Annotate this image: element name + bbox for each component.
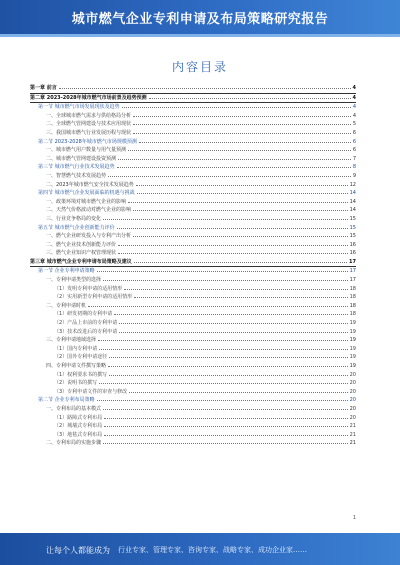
toc-entry-page: 14: [349, 207, 356, 214]
toc-dot-leader: [104, 418, 347, 419]
toc-entry-page: 14: [349, 198, 356, 205]
toc-entry-page: 16: [349, 250, 356, 257]
report-header: [0, 0, 400, 34]
toc-entry-page: 15: [349, 224, 356, 231]
toc-dot-leader: [108, 366, 348, 367]
toc-dot-leader: [149, 98, 351, 99]
toc-dot-leader: [103, 219, 348, 220]
toc-entry[interactable]: [30, 241, 356, 250]
toc-dot-leader: [59, 88, 351, 89]
toc-heading: 内容目录: [171, 60, 228, 74]
toc-entry-label: 第一章 前言: [30, 85, 57, 91]
toc-entry[interactable]: [30, 215, 356, 224]
toc-entry-page: 19: [349, 354, 356, 361]
toc-entry[interactable]: [30, 328, 356, 337]
toc-entry-label: 一、全球城市燃气需求与供给格局分析: [46, 112, 132, 119]
toc-entry[interactable]: [30, 94, 356, 104]
toc-entry-label: （2）国外专利申请途径: [54, 354, 108, 361]
toc-entry[interactable]: [30, 431, 356, 440]
toc-entry-label: （1）权利要求书的撰写: [54, 371, 108, 378]
footer-banner: [0, 533, 400, 565]
toc-entry-label: 三、专利申请地域选择: [46, 337, 97, 344]
toc-entry[interactable]: [30, 388, 356, 397]
toc-entry-label: （1）研发初期的专利申请: [54, 311, 113, 318]
toc-entry-label: 三、燃气企业知识产权管理现状: [46, 250, 117, 257]
toc-dot-leader: [99, 349, 347, 350]
toc-dot-leader: [119, 323, 347, 324]
toc-entry[interactable]: [30, 319, 356, 328]
toc-entry-page: 19: [349, 363, 356, 369]
toc-entry[interactable]: [30, 112, 356, 121]
toc-entry-label: 第四节 城市燃气企业发展面临的机遇与挑战: [38, 190, 135, 197]
toc-entry-label: 第一节 城市燃气市场发展现状及趋势: [38, 104, 120, 111]
toc-entry[interactable]: [30, 310, 356, 319]
toc-entry-label: 四、专利申请文件撰写策略: [46, 363, 107, 369]
toc-dot-leader: [98, 340, 348, 341]
toc-entry[interactable]: [30, 172, 356, 181]
toc-entry[interactable]: [30, 276, 356, 285]
toc-entry-label: （2）产品上市前的专利申请: [54, 320, 118, 327]
toc-entry-page: 18: [349, 311, 356, 318]
toc-dot-leader: [139, 142, 351, 143]
toc-dot-leader: [99, 383, 347, 384]
toc-entry[interactable]: [30, 120, 356, 129]
toc-entry-label: 二、2023年城市燃气安全技术发展趋势: [46, 181, 134, 188]
toc-entry-page: 9: [352, 172, 356, 179]
toc-dot-leader: [97, 400, 348, 401]
toc-entry-label: 第一节 企业专利申请策略: [38, 268, 95, 275]
toc-entry-page: 21: [349, 431, 356, 438]
toc-entry-label: 一、专利申请类型的选择: [46, 277, 102, 284]
toc-entry-label: （3）地毯式专利布局: [54, 431, 103, 438]
toc-entry-page: 4: [352, 104, 356, 111]
toc-entry[interactable]: [30, 206, 356, 215]
toc-entry-label: （1）发明专利申请的适用情形: [54, 285, 123, 292]
header-stripe: [0, 34, 400, 37]
toc-dot-leader: [133, 133, 351, 134]
toc-entry-page: 8: [352, 164, 356, 171]
toc-entry-page: 7: [352, 155, 356, 162]
toc-entry-label: 第二节 企业专利布局策略: [38, 397, 95, 404]
toc-dot-leader: [103, 280, 348, 281]
toc-entry-page: 20: [349, 397, 356, 404]
toc-entry-page: 16: [349, 241, 356, 248]
toc-entry-page: 19: [349, 337, 356, 344]
toc-entry[interactable]: [30, 189, 356, 198]
toc-entry[interactable]: [30, 362, 356, 371]
toc-entry[interactable]: [30, 224, 356, 233]
toc-entry[interactable]: [30, 396, 356, 405]
toc-entry[interactable]: [30, 84, 356, 94]
toc-dot-leader: [133, 210, 348, 211]
toc-entry-label: 第三章 城市燃气企业专利申请布局策略及建议: [30, 258, 132, 265]
toc-entry-page: 5: [352, 121, 356, 128]
toc-dot-leader: [129, 392, 347, 393]
toc-entry-page: 4: [352, 112, 356, 119]
page-number: 1: [352, 515, 356, 521]
toc-entry-page: 17: [349, 277, 356, 284]
toc-entry-label: 三、我国城市燃气行业发展历程与现状: [46, 129, 132, 136]
toc-dot-leader: [118, 253, 348, 254]
toc-dot-leader: [118, 159, 351, 160]
toc-entry[interactable]: [30, 249, 356, 258]
toc-entry-label: 二、全球燃气管网建设与技术应用现状: [46, 121, 132, 128]
toc-entry-label: （2）城墙式专利布局: [54, 423, 103, 430]
toc-entry-page: 6: [352, 147, 356, 154]
toc-dot-leader: [136, 185, 348, 186]
toc-entry[interactable]: [30, 163, 356, 172]
toc-entry[interactable]: [30, 138, 356, 147]
toc-dot-leader: [97, 271, 348, 272]
toc-dot-leader: [118, 245, 348, 246]
toc-entry[interactable]: [30, 414, 356, 423]
toc-entry-page: 19: [349, 320, 356, 327]
toc-entry-page: 20: [349, 414, 356, 421]
toc-entry-label: 二、城市燃气管网建设投资预测: [46, 155, 117, 162]
toc-entry[interactable]: [30, 181, 356, 190]
toc-entry[interactable]: [30, 103, 356, 112]
toc-entry-page: 12: [349, 181, 356, 188]
toc-dot-leader: [109, 375, 347, 376]
toc-dot-leader: [128, 202, 348, 203]
toc-entry-label: 一、燃气企业研发投入与专利产出分析: [46, 233, 132, 240]
toc-dot-leader: [134, 297, 347, 298]
toc-dot-leader: [128, 150, 351, 151]
toc-entry[interactable]: [30, 405, 356, 414]
toc-entry-label: （1）路障式专利布局: [54, 414, 103, 421]
toc-entry-page: 19: [349, 328, 356, 335]
toc-dot-leader: [104, 426, 347, 427]
toc-entry-page: 15: [349, 233, 356, 240]
toc-entry-label: 二、燃气企业技术创新能力评价: [46, 241, 117, 248]
toc-entry-label: 第五节 城市燃气企业创新能力评价: [38, 224, 115, 231]
toc-dot-leader: [88, 306, 348, 307]
toc-dot-leader: [133, 236, 348, 237]
toc-entry[interactable]: [30, 285, 356, 294]
toc-entry-label: 第二节 2023-2028年城市燃气市场规模预测: [38, 138, 137, 145]
toc-dot-leader: [103, 443, 348, 444]
toc-entry-label: （3）技术改进后的专利申请: [54, 328, 118, 335]
toc-entry-page: 20: [349, 388, 356, 395]
toc-dot-leader: [109, 357, 347, 358]
toc-entry[interactable]: [30, 198, 356, 207]
toc-entry-label: 一、政策环境对城市燃气企业的影响: [46, 198, 127, 205]
toc-entry[interactable]: [30, 232, 356, 241]
toc-entry-label: （3）专利申请文件的审查与修改: [54, 388, 128, 395]
toc-dot-leader: [117, 167, 351, 168]
toc-entry-label: （2）说明书的撰写: [54, 380, 98, 387]
toc-entry-label: 二、专利布局的实施步骤: [46, 440, 102, 447]
toc-entry[interactable]: [30, 345, 356, 354]
footer-slogan: 让每个人都能成为: [46, 546, 110, 555]
toc-entry[interactable]: [30, 379, 356, 388]
toc-entry-label: 二、专利申请时机: [46, 302, 87, 309]
toc-entry-page: 20: [349, 371, 356, 378]
toc-dot-leader: [133, 116, 351, 117]
toc-dot-leader: [114, 314, 347, 315]
toc-entry-page: 14: [349, 190, 356, 197]
toc-entry-page: 21: [349, 440, 356, 447]
toc-entry[interactable]: [30, 155, 356, 164]
toc-entry-page: 4: [352, 94, 356, 101]
toc-dot-leader: [104, 435, 347, 436]
toc-entry-page: 20: [349, 380, 356, 387]
toc-entry-page: 18: [349, 294, 356, 301]
toc-entry-page: 4: [352, 85, 356, 91]
toc-entry[interactable]: [30, 302, 356, 311]
toc-dot-leader: [103, 409, 348, 410]
toc-entry[interactable]: [30, 293, 356, 302]
toc-dot-leader: [119, 332, 347, 333]
toc-dot-leader: [124, 289, 347, 290]
toc-entry[interactable]: [30, 422, 356, 431]
footer-roles: 行业专家、管理专家、咨询专家、战略专家、成功企业家……: [118, 546, 307, 554]
toc-dot-leader: [108, 176, 351, 177]
toc-entry[interactable]: [30, 336, 356, 345]
toc-dot-leader: [133, 124, 351, 125]
toc-entry-page: 20: [349, 405, 356, 412]
toc-entry[interactable]: [30, 353, 356, 362]
toc-dot-leader: [134, 262, 347, 263]
toc-entry-label: 一、专利布局的基本模式: [46, 405, 102, 412]
toc-entry[interactable]: [30, 439, 356, 448]
toc-dot-leader: [137, 193, 348, 194]
toc-entry-page: 18: [349, 302, 356, 309]
toc-entry-page: 17: [349, 258, 356, 265]
toc-entry-page: 15: [349, 215, 356, 222]
toc-entry[interactable]: [30, 371, 356, 380]
toc-entry-page: 18: [349, 285, 356, 292]
toc-entry-label: （2）实用新型专利申请的适用情形: [54, 294, 133, 301]
toc-dot-leader: [117, 228, 348, 229]
toc-entry-page: 19: [349, 345, 356, 352]
toc-entry-label: （1）国内专利申请: [54, 345, 98, 352]
toc-entry-label: 一、城市燃气用户数量与用气量预测: [46, 147, 127, 154]
toc-entry-label: 一、智慧燃气技术发展趋势: [46, 172, 107, 179]
toc-entry[interactable]: [30, 258, 356, 268]
toc-entry-label: 第三节 城市燃气行业技术发展趋势: [38, 164, 115, 171]
toc-entry-label: 二、天然气价格波动对燃气企业的影响: [46, 207, 132, 214]
toc-entry[interactable]: [30, 146, 356, 155]
toc-entry[interactable]: [30, 267, 356, 276]
toc-entry-label: 三、行业竞争格局的变化: [46, 215, 102, 222]
table-of-contents: [30, 84, 356, 448]
toc-dot-leader: [122, 107, 351, 108]
toc-entry-label: 第二章 2023-2028年城市燃气市场前景及趋势预测: [30, 94, 147, 101]
toc-entry[interactable]: [30, 129, 356, 138]
toc-entry-page: 6: [352, 138, 356, 145]
report-title: 城市燃气企业专利申请及布局策略研究报告: [71, 12, 329, 27]
toc-entry-page: 17: [349, 268, 356, 275]
toc-entry-page: 21: [349, 423, 356, 430]
toc-entry-page: 6: [352, 129, 356, 136]
